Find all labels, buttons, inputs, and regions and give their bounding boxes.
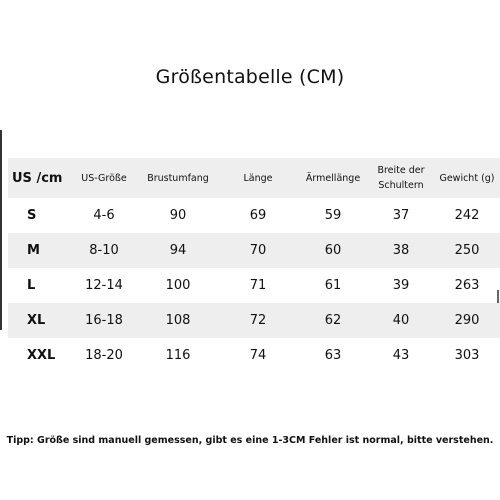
header-cell-length: Länge (243, 172, 273, 184)
shoulder-cell: 43 (392, 348, 410, 363)
length-cell: 72 (249, 313, 267, 328)
chest-cell: 90 (169, 208, 187, 223)
table-row (8, 303, 500, 338)
header-cell-sleeve: Ärmellänge (305, 172, 361, 184)
size-label: XL (27, 313, 46, 328)
header-cell-us-size: US-Größe (81, 172, 127, 184)
weight-cell: 290 (454, 313, 480, 328)
table-header-row (8, 158, 500, 198)
header-cell-shoulder: Breite der Schultern (377, 165, 425, 191)
us-size-cell: 16-18 (85, 313, 123, 328)
sleeve-cell: 59 (324, 208, 342, 223)
shoulder-cell: 40 (392, 313, 410, 328)
measurement-tip: Tipp: Größe sind manuell gemessen, gibt es eine 1-3CM Fehler ist normal, bitte verstehen. (6, 435, 494, 446)
us-size-cell: 4-6 (93, 208, 115, 223)
weight-cell: 250 (454, 243, 480, 258)
length-cell: 71 (249, 278, 267, 293)
table-row (8, 268, 500, 303)
chest-cell: 100 (165, 278, 191, 293)
size-label: L (27, 278, 36, 293)
sleeve-cell: 63 (324, 348, 342, 363)
weight-cell: 263 (454, 278, 480, 293)
size-table (8, 158, 500, 373)
header-cell-us-cm: US /cm (12, 170, 63, 186)
us-size-cell: 12-14 (85, 278, 123, 293)
length-cell: 70 (249, 243, 267, 258)
table-row (8, 233, 500, 268)
left-border-line (0, 130, 2, 330)
length-cell: 74 (249, 348, 267, 363)
header-cell-chest: Brustumfang (147, 172, 209, 184)
size-label: M (27, 243, 40, 258)
chest-cell: 94 (169, 243, 187, 258)
chest-cell: 116 (165, 348, 191, 363)
size-label: S (27, 208, 37, 223)
weight-cell: 242 (454, 208, 480, 223)
sleeve-cell: 60 (324, 243, 342, 258)
sleeve-cell: 62 (324, 313, 342, 328)
us-size-cell: 8-10 (89, 243, 119, 258)
header-cell-weight: Gewicht (g) (439, 172, 495, 184)
weight-cell: 303 (454, 348, 480, 363)
us-size-cell: 18-20 (85, 348, 123, 363)
shoulder-cell: 37 (392, 208, 410, 223)
shoulder-cell: 38 (392, 243, 410, 258)
shoulder-cell: 39 (392, 278, 410, 293)
chest-cell: 108 (165, 313, 191, 328)
sleeve-cell: 61 (324, 278, 342, 293)
page-title: Größentabelle (CM) (155, 66, 345, 88)
length-cell: 69 (249, 208, 267, 223)
table-row (8, 338, 500, 373)
size-label: XXL (27, 348, 56, 363)
table-row (8, 198, 500, 233)
